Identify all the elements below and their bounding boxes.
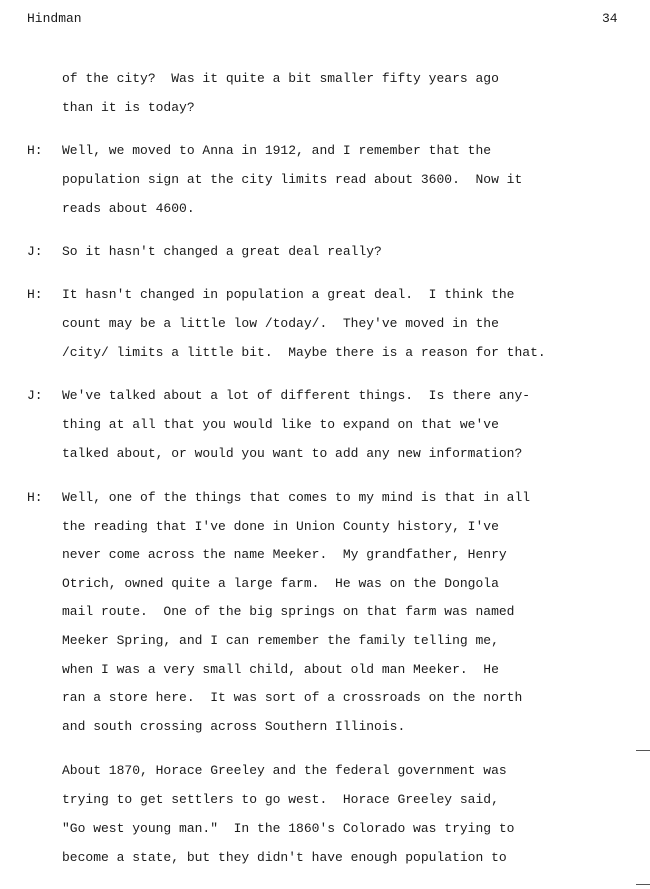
transcript-line: population sign at the city limits read about 3600. Now it — [62, 172, 523, 187]
page-number: 34 — [602, 11, 618, 26]
transcript-line: trying to get settlers to go west. Horace Greeley said, — [62, 792, 499, 807]
transcript-line: become a state, but they didn't have enough population to — [62, 850, 507, 865]
transcript-line: than it is today? — [62, 100, 195, 115]
transcript-line: reads about 4600. — [62, 201, 195, 216]
transcript-line: Meeker Spring, and I can remember the family telling me, — [62, 633, 499, 648]
transcript-line: So it hasn't changed a great deal really? — [62, 244, 382, 259]
scan-edge-mark — [636, 750, 650, 751]
transcript-line: count may be a little low /today/. They've moved in the — [62, 316, 499, 331]
transcript-line: the reading that I've done in Union County history, I've — [62, 519, 499, 534]
transcript-line: It hasn't changed in population a great deal. I think the — [62, 287, 515, 302]
speaker-label: H: — [27, 143, 43, 158]
transcript-line: /city/ limits a little bit. Maybe there is a reason for that. — [62, 345, 546, 360]
speaker-label: J: — [27, 388, 43, 403]
transcript-line: and south crossing across Southern Illinois. — [62, 719, 406, 734]
transcript-line: thing at all that you would like to expand on that we've — [62, 417, 499, 432]
transcript-line: talked about, or would you want to add any new information? — [62, 446, 523, 461]
scan-edge-mark — [636, 884, 650, 885]
speaker-label: J: — [27, 244, 43, 259]
transcript-line: when I was a very small child, about old man Meeker. He — [62, 662, 499, 677]
transcript-line: of the city? Was it quite a bit smaller fifty years ago — [62, 71, 499, 86]
speaker-label: H: — [27, 490, 43, 505]
transcript-line: ran a store here. It was sort of a crossroads on the north — [62, 690, 523, 705]
transcript-line: Well, one of the things that comes to my mind is that in all — [62, 490, 531, 505]
speaker-label: H: — [27, 287, 43, 302]
transcript-line: mail route. One of the big springs on that farm was named — [62, 604, 515, 619]
transcript-line: Well, we moved to Anna in 1912, and I remember that the — [62, 143, 492, 158]
interviewee-name-header: Hindman — [27, 11, 82, 26]
transcript-line: We've talked about a lot of different things. Is there any- — [62, 388, 531, 403]
transcript-line: "Go west young man." In the 1860's Colorado was trying to — [62, 821, 515, 836]
transcript-line: About 1870, Horace Greeley and the federal government was — [62, 763, 507, 778]
transcript-line: Otrich, owned quite a large farm. He was on the Dongola — [62, 576, 499, 591]
transcript-line: never come across the name Meeker. My grandfather, Henry — [62, 547, 507, 562]
